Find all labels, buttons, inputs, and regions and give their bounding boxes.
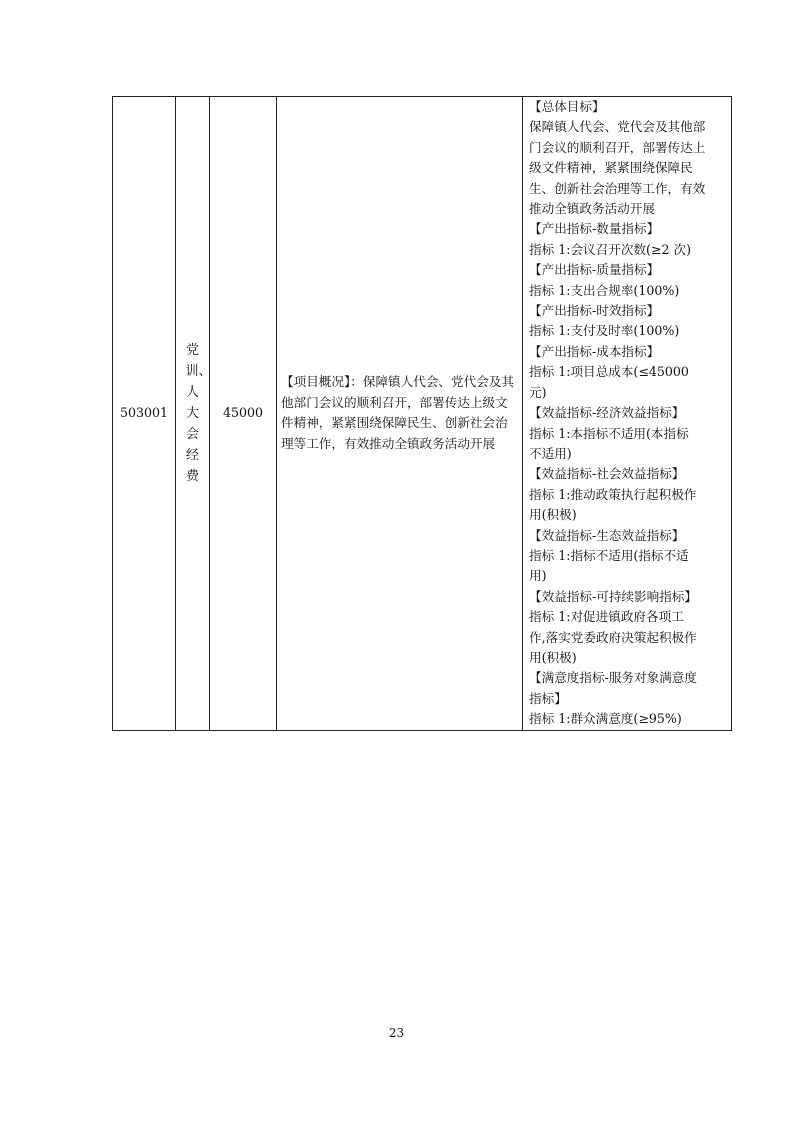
target-line: 用(积极) — [529, 649, 577, 665]
target-line: 指标 1:会议召开次数(≥2 次) — [529, 241, 691, 257]
table-row — [113, 97, 732, 731]
target-line: 元) — [529, 384, 547, 400]
project-code-cell — [113, 97, 176, 731]
project-amount-cell — [210, 97, 277, 731]
target-line: 【效益指标-经济效益指标】 — [529, 405, 685, 421]
target-line: 指标 1:本指标不适用(本指标 — [529, 425, 689, 441]
project-amount: 45000 — [222, 405, 264, 421]
target-line: 指标 1:对促进镇政府各项工 — [529, 609, 684, 625]
target-line: 指标 1:指标不适用(指标不适 — [529, 547, 689, 563]
target-line: 门会议的顺利召开，部署传达上 — [529, 139, 706, 155]
target-line: 指标】 — [529, 690, 567, 706]
target-line: 【产出指标-时效指标】 — [529, 303, 660, 319]
target-line: 指标 1:项目总成本(≤45000 — [529, 364, 689, 380]
target-line: 用) — [529, 568, 547, 584]
target-line: 推动全镇政务活动开展 — [529, 201, 655, 217]
target-line: 指标 1:群众满意度(≥95%) — [529, 711, 682, 727]
target-line: 【总体目标】 — [529, 99, 605, 114]
target-line: 用(积极) — [529, 507, 577, 523]
budget-project-table — [112, 96, 732, 731]
performance-targets-cell — [523, 97, 732, 731]
target-line: 【产出指标-成本指标】 — [529, 343, 660, 359]
project-name: 党训、人大会经费 — [185, 342, 212, 484]
target-line: 【效益指标-社会效益指标】 — [529, 466, 685, 482]
target-line: 级文件精神，紧紧围绕保障民 — [529, 160, 693, 176]
target-line: 保障镇人代会、党代会及其他部 — [529, 119, 706, 135]
target-line: 指标 1:支出合规率(100%) — [529, 282, 680, 298]
target-line: 生、创新社会治理等工作，有效 — [529, 180, 706, 196]
project-code: 503001 — [119, 405, 169, 421]
target-line: 指标 1:推动政策执行起积极作 — [529, 486, 697, 502]
target-line: 作,落实党委政府决策起积极作 — [529, 629, 697, 645]
project-overview-cell — [277, 97, 523, 731]
project-name-cell — [176, 97, 210, 731]
target-line: 【产出指标-数量指标】 — [529, 221, 660, 237]
target-line: 不适用) — [529, 445, 572, 461]
target-line: 【效益指标-生态效益指标】 — [529, 527, 685, 543]
page-number: 23 — [388, 1026, 405, 1040]
target-line: 【产出指标-质量指标】 — [529, 262, 660, 278]
target-line: 【效益指标-可持续影响指标】 — [529, 588, 697, 604]
project-overview: 【项目概况】：保障镇人代会、党代会及其他部门会议的顺利召开，部署传达上级文件精神，紧紧围绕保障民生、创新社会治理等工作，有效推动全镇政务活动开展 — [281, 374, 514, 451]
target-line: 【满意度指标-服务对象满意度 — [529, 670, 697, 686]
target-line: 指标 1:支付及时率(100%) — [529, 323, 680, 339]
